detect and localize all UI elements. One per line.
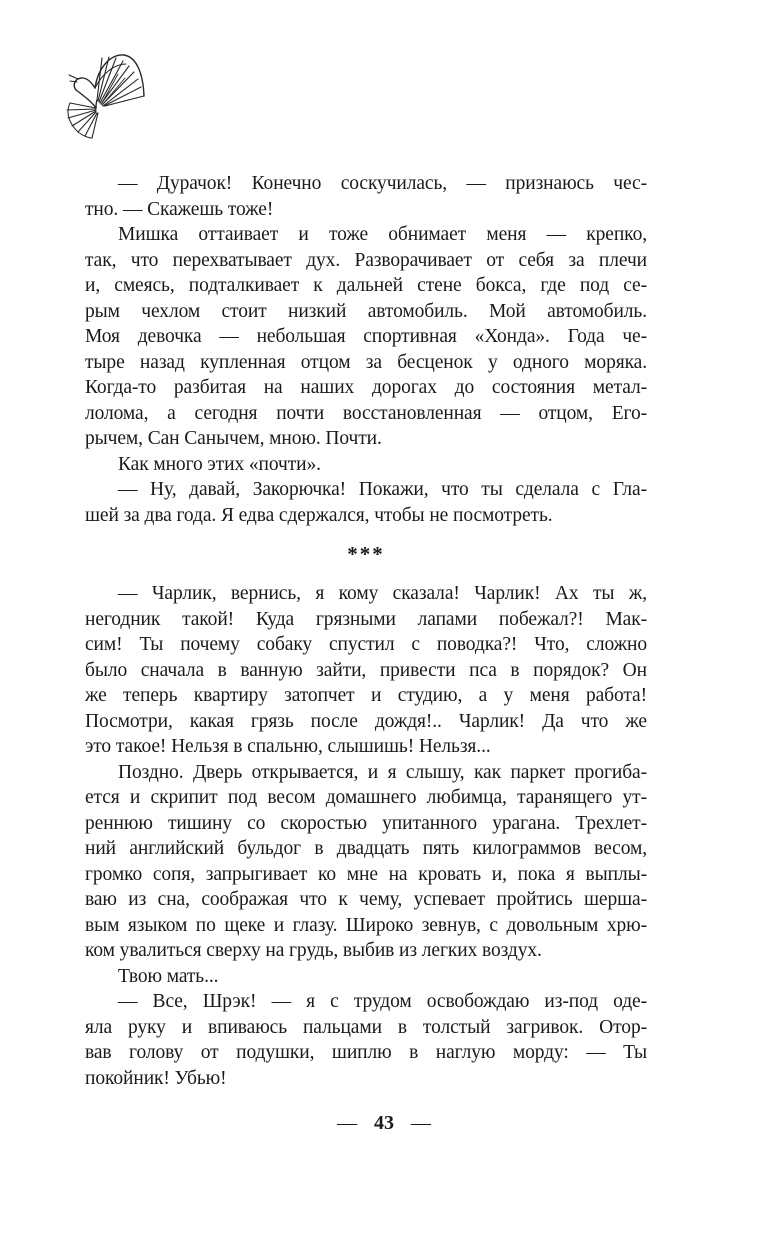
text-line: шей за два года. Я едва сдержался, чтобы не посмотреть. xyxy=(85,504,553,526)
section-separator: *** xyxy=(347,542,385,566)
footer-dash-right: — xyxy=(411,1112,431,1134)
text-line: ется и скрипит под весом домашнего любимца, таранящего ут- xyxy=(85,787,647,808)
text-line: это такое! Нельзя в спальню, слышишь! Нельзя... xyxy=(85,736,491,757)
text-line: и, смеясь, подталкивает к дальней стене бокса, где под се- xyxy=(85,275,647,296)
paragraph xyxy=(85,581,647,760)
text-line: вым языком по щеке и глазу. Широко зевнув, с довольным хрю- xyxy=(85,914,647,936)
paragraph xyxy=(85,222,647,452)
text-line: Мишка оттаивает и тоже обнимает меня — крепко, xyxy=(118,224,647,245)
text-line: же теперь квартиру затопчет и студию, а у меня работа! xyxy=(85,685,647,706)
page-number: 43 xyxy=(374,1112,394,1134)
text-line: яла руку и впиваюсь пальцами в толстый загривок. Отор- xyxy=(85,1016,647,1038)
text-line: тно. — Скажешь тоже! xyxy=(85,198,274,220)
text-line: Посмотри, какая грязь после дождя!.. Чарлик! Да что же xyxy=(85,710,647,732)
text-block xyxy=(85,171,647,1091)
paragraph xyxy=(85,171,647,222)
text-line: лолома, а сегодня почти восстановленная — отцом, Его- xyxy=(85,402,647,424)
text-line: Твою мать... xyxy=(118,965,219,987)
text-line: рычем, Сан Санычем, мною. Почти. xyxy=(85,428,382,449)
text-line: покойник! Убью! xyxy=(85,1067,227,1089)
text-line: ком увалиться сверху на грудь, выбив из легких воздух. xyxy=(85,940,542,961)
footer-dash-left: — xyxy=(337,1112,357,1134)
paragraph xyxy=(85,452,647,478)
text-line: ваю из сна, соображая что к чему, успевает пройтись шерша- xyxy=(85,889,647,910)
paragraph xyxy=(85,760,647,964)
paragraph xyxy=(85,989,647,1091)
text-line: — Ну, давай, Закорючка! Покажи, что ты сделала с Гла- xyxy=(118,479,647,500)
text-line: рым чехлом стоит низкий автомобиль. Мой автомобиль. xyxy=(85,300,647,322)
text-line: было сначала в ванную зайти, привести пса в порядок? Он xyxy=(85,659,647,681)
paragraph xyxy=(85,477,647,528)
text-line: громко сопя, запрыгивает ко мне на кровать и, пока я выплы- xyxy=(85,863,647,885)
text-line: так, что перехватывает дух. Разворачивает от себя за плечи xyxy=(85,249,647,271)
text-line: негодник такой! Куда грязными лапами побежал?! Мак- xyxy=(85,608,647,630)
text-line: — Чарлик, вернись, я кому сказала! Чарлик! Ах ты ж, xyxy=(118,583,647,604)
text-line: — Дурачок! Конечно соскучилась, — признаюсь чес- xyxy=(118,173,647,194)
paragraph xyxy=(85,964,647,990)
text-line: Моя девочка — небольшая спортивная «Хонда». Года че- xyxy=(85,326,647,347)
text-line: сим! Ты почему собаку спустил с поводка?! Что, сложно xyxy=(85,634,647,655)
flying-bird-icon xyxy=(62,48,154,142)
text-line: вав голову от подушки, шиплю в наглую морду: — Ты xyxy=(85,1042,647,1063)
text-line: Поздно. Дверь открывается, и я слышу, как паркет прогиба- xyxy=(118,761,647,783)
page-footer xyxy=(0,1112,768,1135)
text-line: — Все, Шрэк! — я с трудом освобождаю из-под оде- xyxy=(118,991,647,1012)
text-line: тыре назад купленная отцом за бесценок у одного моряка. xyxy=(85,351,647,373)
text-line: Как много этих «почти». xyxy=(118,453,321,475)
text-line: реннюю тишину со скоростью упитанного урагана. Трехлет- xyxy=(85,812,647,834)
text-line: ний английский бульдог в двадцать пять килограммов весом, xyxy=(85,838,647,859)
text-line: Когда-то разбитая на наших дорогах до состояния метал- xyxy=(85,377,647,398)
